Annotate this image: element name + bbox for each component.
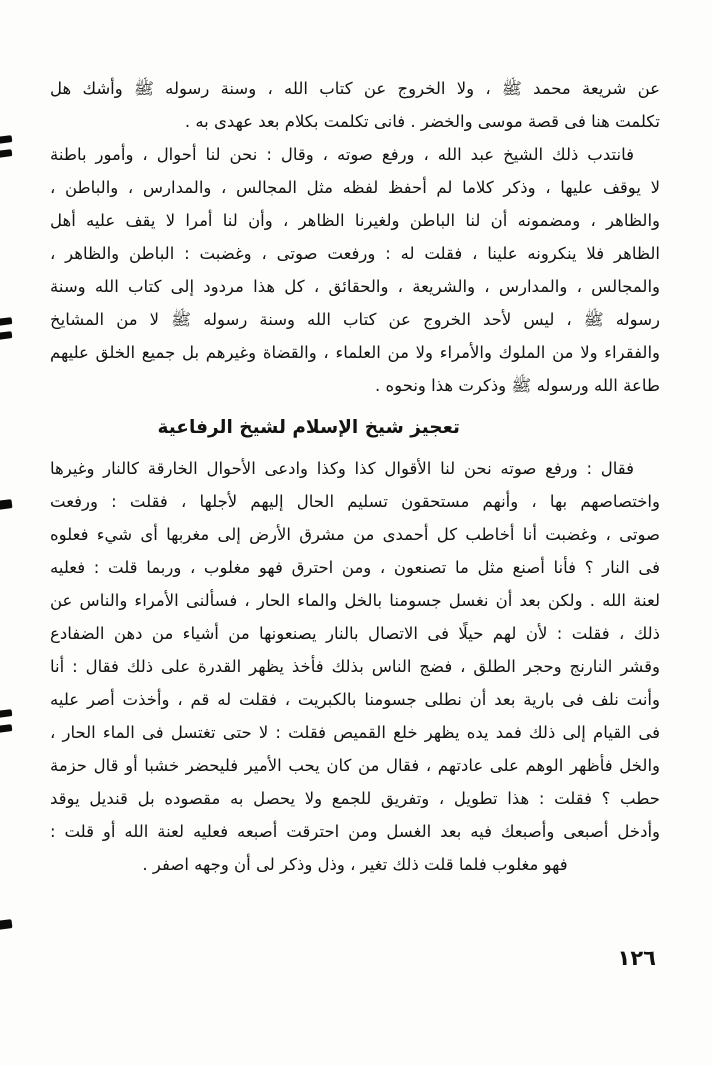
scan-mark xyxy=(0,317,12,326)
text-line: رسوله ﷺ ، ليس لأحد الخروج عن كتاب الله وسنة رسوله ﷺ لا من المشايخ xyxy=(50,310,660,329)
text-line: عن شريعة محمد ﷺ ، ولا الخروج عن كتاب الله ، وسنة رسوله ﷺ وأشك هل xyxy=(50,79,660,98)
page-number: ١٢٦ xyxy=(617,946,656,970)
page-text xyxy=(50,72,660,881)
text-line: والفقراء ولا من الملوك والأمراء ولا من العلماء ، والقضاة وغيرهم بل جميع الخلق عليهم xyxy=(50,343,660,362)
scan-mark xyxy=(0,709,12,718)
text-line: وأنت نلف فى بارية بعد أن نطلى جسومنا بالكبريت ، فقلت له قم ، وأخذت أصر عليه xyxy=(50,690,660,709)
scan-mark xyxy=(0,149,12,158)
text-line: فهو مغلوب فلما قلت ذلك تغير ، وذل وذكر لى أن وجهه اصفر . xyxy=(142,855,568,874)
text-line: ذلك ، فقلت : لأن لهم حيلًا فى الاتصال بالنار يصنعونها من أشياء من دهن الضفادع xyxy=(50,624,660,643)
text-line: فانتدب ذلك الشيخ عبد الله ، ورفع صوته ، وقال : نحن لنا أحوال ، وأمور باطنة xyxy=(50,145,634,164)
scan-mark xyxy=(0,919,12,930)
text-line: فى القيام إلى ذلك فمد يده يظهر خلع القميص فقلت : لا حتى تغتسل فى الماء الحار ، xyxy=(50,723,660,742)
scan-mark xyxy=(0,135,12,144)
scan-mark xyxy=(0,331,12,340)
section-heading: تعجيز شيخ الإسلام لشيخ الرفاعية xyxy=(157,417,460,438)
text-line: فى النار ؟ فأنا أصنع مثل ما تصنعون ، ومن احترق فهو مغلوب ، وربما قلت : فعليه xyxy=(50,558,660,577)
text-line: وأدخل أصبعى وأصبعك فيه بعد الغسل ومن احترقت أصبعه فعليه لعنة الله أو قلت : xyxy=(50,822,660,841)
scan-mark xyxy=(0,724,12,733)
text-line: صوتى ، وغضبت أنا أخاطب كل أحمدى من مشرق الأرض إلى مغربها أى شيء فعلوه xyxy=(50,525,660,544)
text-line: طاعة الله ورسوله ﷺ وذكرت هذا ونحوه . xyxy=(375,376,660,395)
scan-mark xyxy=(0,499,12,510)
text-line: حطب ؟ فقلت : هذا تطويل ، وتفريق للجمع ولا يحصل به مقصوده بل قنديل يوقد xyxy=(50,789,660,808)
text-line: والخل فأظهر الوهم على عادتهم ، فقال من كان يحب الأمير فليحضر خشبا أو قال حزمة xyxy=(50,756,660,775)
text-line: والمجالس ، والمدارس ، والشريعة ، والحقائق ، كل هذا مردود إلى كتاب الله وسنة xyxy=(50,277,660,296)
text-line: فقال : ورفع صوته نحن لنا الأقوال كذا وكذا وادعى الأحوال الخارقة كالنار وغيرها xyxy=(50,459,634,478)
text-line: تكلمت هنا فى قصة موسى والخضر . فانى تكلمت بكلام بعد عهدى به . xyxy=(184,112,660,131)
text-line: لا يوقف عليها ، وذكر كلاما لم أحفظ لفظه مثل المجالس ، والمدارس ، والباطن ، xyxy=(50,178,660,197)
text-line: الظاهر فلا ينكرونه علينا ، فقلت له : ورفعت صوتى ، وغضبت : الباطن والظاهر ، xyxy=(50,244,660,263)
text-line: وقشر النارنج وحجر الطلق ، فضج الناس بذلك فأخذ يظهر القدرة على ذلك فقال : أنا xyxy=(50,657,660,676)
text-line: والظاهر ، ومضمونه أن لنا الباطن ولغيرنا الظاهر ، وأن لنا أمرا لا يقف عليه أهل xyxy=(50,211,660,230)
text-line: واختصاصهم بها ، وأنهم مستحقون تسليم الحال إليهم لأجلها ، فقلت : ورفعت xyxy=(50,492,660,511)
text-line: لعنة الله . ولكن بعد أن نغسل جسومنا بالخل والماء الحار ، فسألنى الأمراء والناس عن xyxy=(50,591,660,610)
